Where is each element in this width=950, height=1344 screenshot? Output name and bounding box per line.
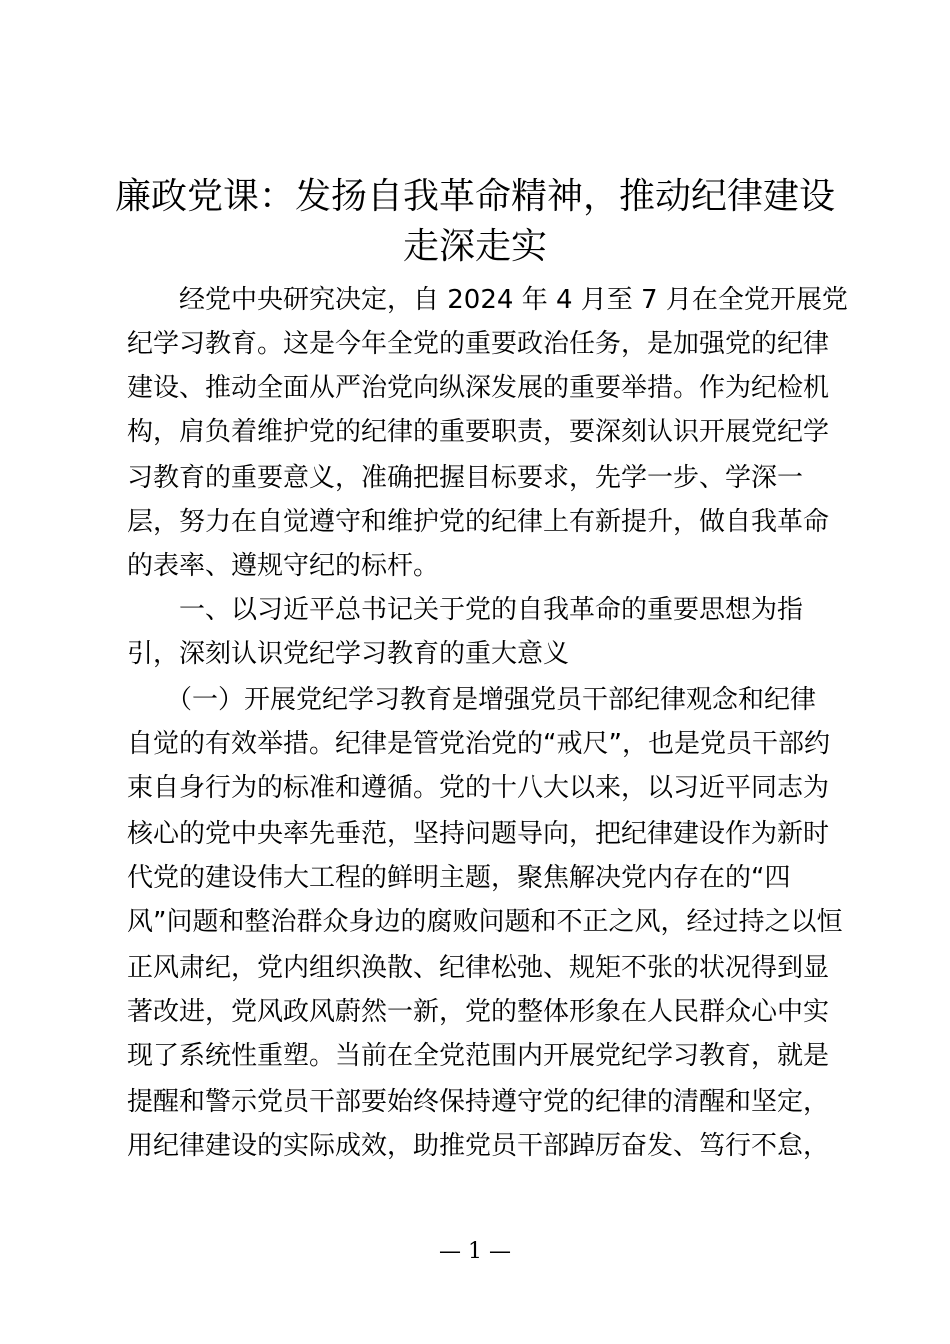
body-line: 建设、推动全面从严治党向纵深发展的重要举措。作为纪检机 [127,373,830,403]
body-line: 纪学习教育。这是今年全党的重要政治任务，是加强党的纪律 [127,329,830,359]
document-title-line-2: 走深走实 [402,226,547,267]
body-line: 自觉的有效举措。纪律是管党治党的“戒尺”，也是党员干部约 [127,729,830,759]
body-line: 现了系统性重塑。当前在全党范围内开展党纪学习教育，就是 [127,1041,830,1071]
body-line: 提醒和警示党员干部要始终保持遵守党的纪律的清醒和坚定， [127,1087,830,1117]
body-line: 正风肃纪，党内组织涣散、纪律松弛、规矩不张的状况得到显 [127,953,830,983]
body-line: 用纪律建设的实际成效，助推党员干部踔厉奋发、笃行不怠， [127,1131,830,1161]
body-line: （一）开展党纪学习教育是增强党员干部纪律观念和纪律 [127,685,817,715]
body-line: 层，努力在自觉遵守和维护党的纪律上有新提升，做自我革命 [127,507,830,537]
body-line: 代党的建设伟大工程的鲜明主题，聚焦解决党内存在的“四 [127,863,791,893]
document-title-line-1: 廉政党课：发扬自我革命精神，推动纪律建设 [114,176,835,217]
body-line: 核心的党中央率先垂范，坚持问题导向，把纪律建设作为新时 [127,819,830,849]
body-line: 束自身行为的标准和遵循。党的十八大以来，以习近平同志为 [127,773,830,803]
body-line: 习教育的重要意义，准确把握目标要求，先学一步、学深一 [127,463,804,493]
page-number: — 1 — [439,1239,511,1264]
body-line: 的表率、遵规守纪的标杆。 [127,551,440,581]
body-line: 风”问题和整治群众身边的腐败问题和不正之风，经过持之以恒 [127,907,843,937]
section-heading-line: 一、以习近平总书记关于党的自我革命的重要思想为指 [127,595,804,625]
body-line: 构，肩负着维护党的纪律的重要职责，要深刻认识开展党纪学 [127,417,830,447]
section-heading-line: 引，深刻认识党纪学习教育的重大意义 [127,639,570,669]
body-line: 著改进，党风政风蔚然一新，党的整体形象在人民群众心中实 [127,997,830,1027]
body-line: 经党中央研究决定，自 2024 年 4 月至 7 月在全党开展党 [127,285,848,315]
